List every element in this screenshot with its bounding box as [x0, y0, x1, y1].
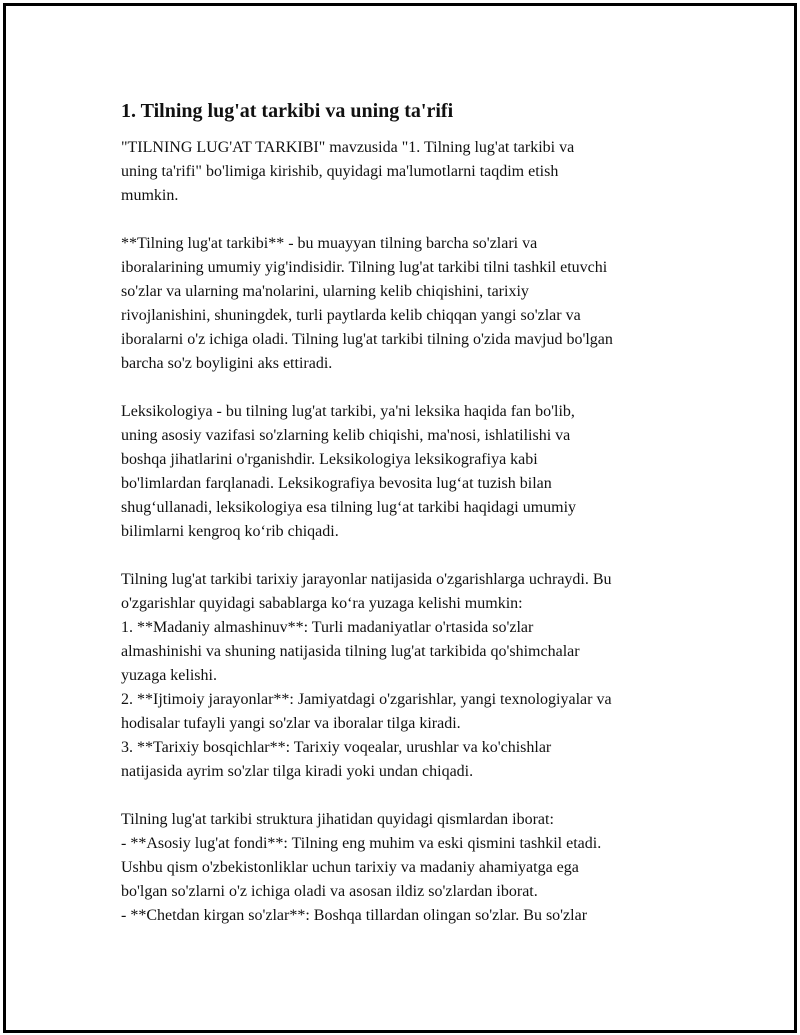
- text-line: "TILNING LUG'AT TARKIBI" mavzusida "1. Tilning lug'at tarkibi va: [121, 139, 575, 156]
- text-line: yuzaga kelishi.: [121, 667, 217, 684]
- document-body: [121, 98, 696, 952]
- text-line: iboralarni o'z ichiga oladi. Tilning lug'at tarkibi tilning o'zida mavjud bo'lgan: [121, 331, 613, 348]
- paragraph-changes: [121, 568, 696, 784]
- text-line: Ushbu qism o'zbekistonliklar uchun tarixiy va madaniy ahamiyatga ega: [121, 859, 579, 876]
- paragraph-intro: [121, 136, 696, 208]
- text-line: Tilning lug'at tarkibi struktura jihatidan quyidagi qismlardan iborat:: [121, 811, 554, 828]
- text-line: Tilning lug'at tarkibi tarixiy jarayonlar natijasida o'zgarishlarga uchraydi. Bu: [121, 571, 612, 588]
- list-item: - **Asosiy lug'at fondi**: Tilning eng muhim va eski qismini tashkil etadi.: [121, 835, 602, 852]
- list-item: 3. **Tarixiy bosqichlar**: Tarixiy voqealar, urushlar va ko'chishlar: [121, 739, 552, 756]
- text-line: so'zlar va ularning ma'nolarini, ularning kelib chiqishini, tarixiy: [121, 283, 529, 300]
- text-line: iboralarining umumiy yig'indisidir. Tilning lug'at tarkibi tilni tashkil etuvchi: [121, 259, 608, 276]
- text-line: hodisalar tufayli yangi so'zlar va iboralar tilga kiradi.: [121, 715, 461, 732]
- text-line: bo'lgan so'zlarni o'z ichiga oladi va asosan ildiz so'zlardan iborat.: [121, 883, 538, 900]
- text-line: **Tilning lug'at tarkibi** - bu muayyan tilning barcha so'zlari va: [121, 235, 538, 252]
- text-line: o'zgarishlar quyidagi sabablarga ko‘ra yuzaga kelishi mumkin:: [121, 595, 523, 612]
- paragraph-definition: [121, 232, 696, 376]
- text-line: rivojlanishini, shuningdek, turli paytlarda kelib chiqqan yangi so'zlar va: [121, 307, 581, 324]
- text-line: barcha so'z boyligini aks ettiradi.: [121, 355, 333, 372]
- list-item: 1. **Madaniy almashinuv**: Turli madaniyatlar o'rtasida so'zlar: [121, 619, 534, 636]
- text-line: bilimlarni kengroq ko‘rib chiqadi.: [121, 523, 339, 540]
- text-line: uning asosiy vazifasi so'zlarning kelib chiqishi, ma'nosi, ishlatilishi va: [121, 427, 571, 444]
- page-frame: [3, 3, 797, 1033]
- text-line: almashinishi va shuning natijasida tilning lug'at tarkibida qo'shimchalar: [121, 643, 580, 660]
- text-line: Leksikologiya - bu tilning lug'at tarkibi, ya'ni leksika haqida fan bo'lib,: [121, 403, 575, 420]
- paragraph-lexicology: [121, 400, 696, 544]
- text-line: shug‘ullanadi, leksikologiya esa tilning lug‘at tarkibi haqidagi umumiy: [121, 499, 577, 516]
- text-line: boshqa jihatlarini o'rganishdir. Leksikologiya leksikografiya kabi: [121, 451, 538, 468]
- paragraph-structure: [121, 808, 696, 928]
- text-line: bo'limlardan farqlanadi. Leksikografiya bevosita lug‘at tuzish bilan: [121, 475, 552, 492]
- section-heading: 1. Tilning lug'at tarkibi va uning ta'rifi: [121, 100, 454, 122]
- text-line: uning ta'rifi" bo'limiga kirishib, quyidagi ma'lumotlarni taqdim etish: [121, 163, 559, 180]
- text-line: natijasida ayrim so'zlar tilga kiradi yoki undan chiqadi.: [121, 763, 474, 780]
- text-line: mumkin.: [121, 187, 179, 204]
- list-item: 2. **Ijtimoiy jarayonlar**: Jamiyatdagi o'zgarishlar, yangi texnologiyalar va: [121, 691, 612, 708]
- list-item: - **Chetdan kirgan so'zlar**: Boshqa tillardan olingan so'zlar. Bu so'zlar: [121, 907, 588, 924]
